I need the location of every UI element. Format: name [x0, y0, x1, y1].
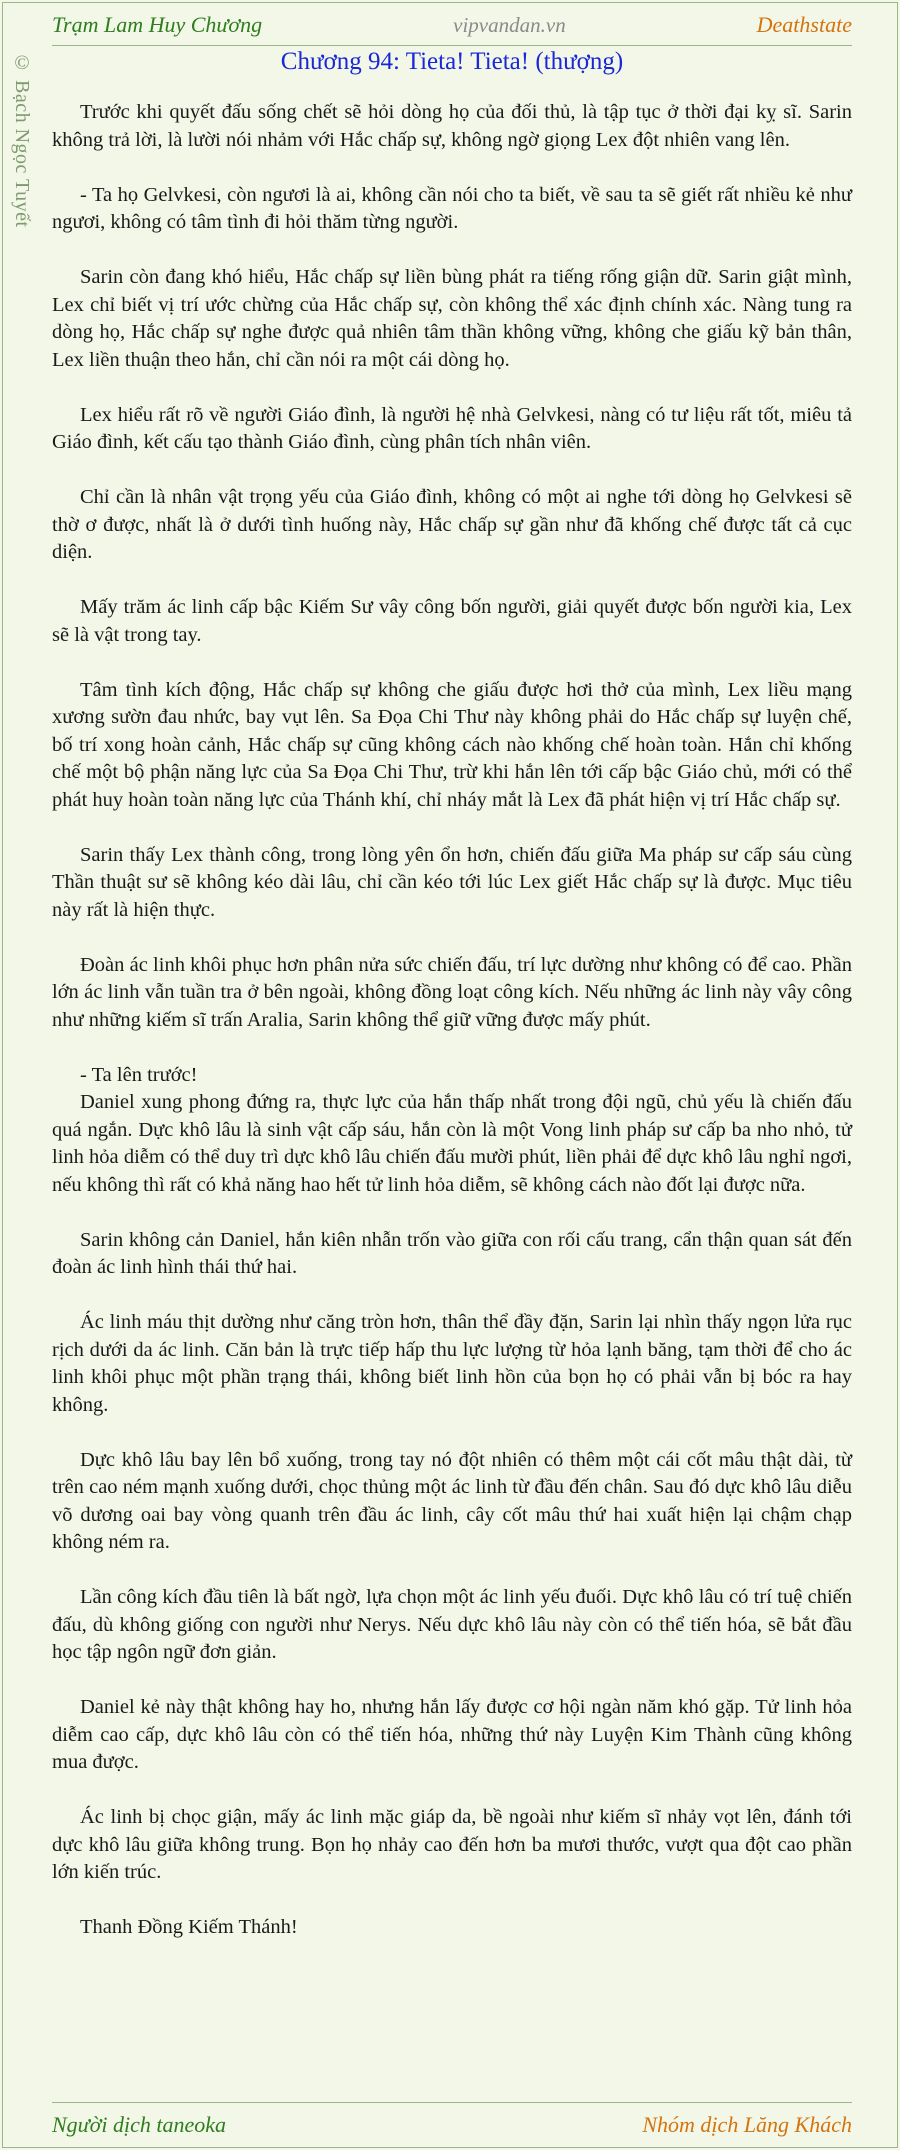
paragraph: Daniel xung phong đứng ra, thực lực của hắn thấp nhất trong đội ngũ, chủ yếu là chiến đấu quá ngắn. Dực khô lâu là sinh vật cấp sáu, hắn còn là một Vong linh pháp sư cấp ba nho nhỏ, tử linh hỏa diễm có thể duy trì dực khô lâu chiến đấu mười phút, liền phải để dực khô lâu nghỉ ngơi, nếu không thì rất có khả năng hao hết tử linh hỏa diễm, sẽ không cách nào đốt lại được nữa.: [52, 1091, 852, 1196]
header-site: vipvandan.vn: [453, 12, 566, 37]
paragraph: Chỉ cần là nhân vật trọng yếu của Giáo đình, không có một ai nghe tới dòng họ Gelvkesi sẽ thờ ơ được, nhất là ở dưới tình huống này, Hắc chấp sự gần như đã khống chế được tất cả cục diện.: [52, 486, 852, 563]
paragraph: Lex hiểu rất rõ về người Giáo đình, là người hệ nhà Gelvkesi, nàng có tư liệu rất tốt, miêu tả Giáo đình, kết cấu tạo thành Giáo đình, cùng phân tích nhân viên.: [52, 403, 852, 453]
paragraph: Mấy trăm ác linh cấp bậc Kiếm Sư vây công bốn người, giải quyết được bốn người kia, Lex sẽ là vật trong tay.: [52, 596, 852, 646]
paragraph: Ác linh bị chọc giận, mấy ác linh mặc giáp da, bề ngoài như kiếm sĩ nhảy vọt lên, đánh tới dực khô lâu giữa không trung. Bọn họ nhảy cao đến hơn ba mươi thước, vượt qua đột cao phần lớn kiến trúc.: [52, 1806, 852, 1883]
paragraph: - Ta lên trước!: [80, 1063, 198, 1086]
page-header: [52, 8, 852, 42]
footer-group: Nhóm dịch Lăng Khách: [642, 2112, 852, 2137]
header-novel-title: Trạm Lam Huy Chương: [52, 12, 263, 37]
paragraph: Thanh Đồng Kiếm Thánh!: [80, 1916, 298, 1938]
header-author: Deathstate: [756, 12, 852, 37]
footer-divider: [52, 2102, 852, 2103]
paragraph: Sarin thấy Lex thành công, trong lòng yên ổn hơn, chiến đấu giữa Ma pháp sư cấp sáu cùng Thần thuật sư sẽ không kéo dài lâu, chỉ cần kéo tới lúc Lex giết Hắc chấp sự là được. Mục tiêu này rất là hiện thực.: [52, 843, 852, 921]
paragraph: Lần công kích đầu tiên là bất ngờ, lựa chọn một ác linh yếu đuối. Dực khô lâu có trí tuệ chiến đấu, dù không giống con người như Nerys. Nếu dực khô lâu này còn có thể tiến hóa, sẽ bắt đầu học tập ngôn ngữ đơn giản.: [52, 1586, 852, 1663]
paragraph: Trước khi quyết đấu sống chết sẽ hỏi dòng họ của đối thủ, là tập tục ở thời đại kỵ sĩ. Sarin không trả lời, là lười nói nhảm với Hắc chấp sự, không ngờ giọng Lex đột nhiên vang lên.: [52, 101, 852, 151]
paragraph: Dực khô lâu bay lên bổ xuống, trong tay nó đột nhiên có thêm một cái cốt mâu thật dài, từ trên cao ném mạnh xuống dưới, chọc thủng một ác linh từ đầu đến chân. Sau đó dực khô lâu diễu võ dương oai bay vòng quanh trên đầu ác linh, cây cốt mâu thứ hai xuất hiện lại chậm chạp không ném ra.: [52, 1448, 852, 1553]
paragraph: - Ta họ Gelvkesi, còn ngươi là ai, không cần nói cho ta biết, về sau ta sẽ giết rất nhiều kẻ như ngươi, không có tâm tình đi hỏi thăm từng người.: [52, 183, 852, 233]
footer-translator: Người dịch taneoka: [52, 2112, 227, 2137]
paragraph: Tâm tình kích động, Hắc chấp sự không che giấu được hơi thở của mình, Lex liều mạng xương sườn đau nhức, bay vụt lên. Sa Đọa Chi Thư này không phải do Hắc chấp sự luyện chế, bố trí xong hoàn cảnh, Hắc chấp sự cũng không cách nào khống chế hoàn toàn. Hắn chỉ khống chế một bộ phận năng lực của Sa Đọa Chi Thư, trừ khi hắn lên tới cấp bậc Giáo chủ, mới có thể phát huy hoàn toàn năng lực của Thánh khí, chỉ nháy mắt là Lex đã phát hiện vị trí Hắc chấp sự.: [52, 678, 852, 811]
chapter-body: [52, 99, 852, 1969]
header-divider: [52, 45, 852, 46]
page-footer: [52, 2108, 852, 2142]
paragraph: Đoàn ác linh khôi phục hơn phân nửa sức chiến đấu, trí lực dường như không có để cao. Phần lớn ác linh vẫn tuần tra ở bên ngoài, không đồng loạt công kích. Nếu những ác linh này vây công như những kiếm sĩ trấn Aralia, Sarin không thể giữ vững được mấy phút.: [52, 953, 852, 1031]
paragraph: Sarin không cản Daniel, hắn kiên nhẫn trốn vào giữa con rối cấu trang, cẩn thận quan sát đến đoàn ác linh hình thái thứ hai.: [52, 1228, 852, 1278]
paragraph: Daniel kẻ này thật không hay ho, nhưng hắn lấy được cơ hội ngàn năm khó gặp. Tử linh hỏa diễm cao cấp, dực khô lâu còn có thể tiến hóa, những thứ này Luyện Kim Thành cũng không mua được.: [52, 1696, 852, 1773]
paragraph: Ác linh máu thịt dường như căng tròn hơn, thân thể đầy đặn, Sarin lại nhìn thấy ngọn lửa rục rịch dưới da ác linh. Căn bản là trực tiếp hấp thu lực lượng từ hỏa lạnh băng, tạm thời để cho ác linh khôi phục một phần trạng thái, không biết linh hồn của bọn họ có phải vẫn bị bóc ra hay không.: [52, 1311, 852, 1416]
paragraph: Sarin còn đang khó hiểu, Hắc chấp sự liền bùng phát ra tiếng rống giận dữ. Sarin giật mình, Lex chỉ biết vị trí ước chừng của Hắc chấp sự, còn không thể xác định chính xác. Nàng tung ra dòng họ, Hắc chấp sự nghe được quả nhiên tâm thần không vững, không che giấu kỹ bản thân, Lex liền thuận theo hắn, chỉ cần nói ra một cái dòng họ.: [52, 266, 852, 371]
side-copyright: © Bạch Ngọc Tuyết: [11, 52, 33, 228]
chapter-title: Chương 94: Tieta! Tieta! (thượng): [280, 48, 624, 75]
